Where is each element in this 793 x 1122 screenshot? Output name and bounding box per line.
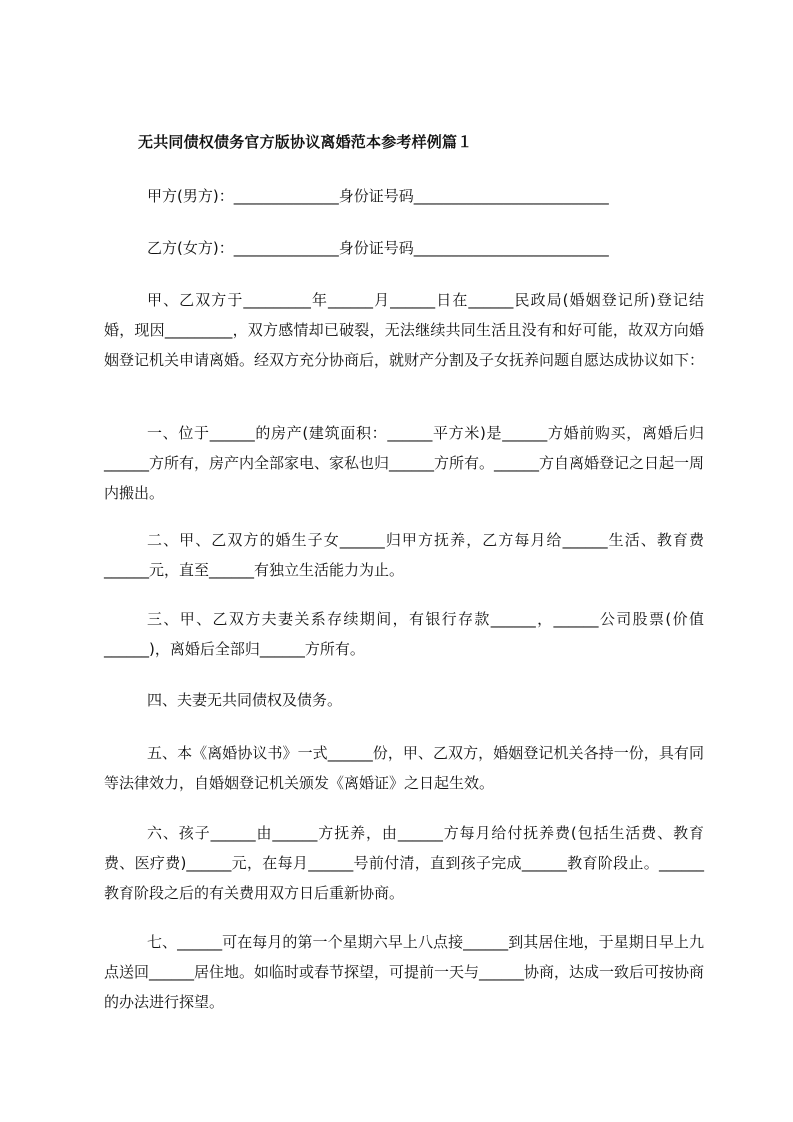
clause-3-paragraph	[104, 604, 704, 664]
clause-4-paragraph	[104, 685, 704, 715]
clause-7-text: 七、______可在每月的第一个星期六早上八点接______到其居住地，于星期日早上九点送回______居住地。如临时或春节探望，可提前一天与______协商，达成一致后可按协商的办法进行探望。	[104, 933, 705, 1011]
clause-4-text: 四、夫妻无共同债权及债务。	[147, 691, 343, 709]
clause-6-text: 六、孩子______由______方抚养，由______方每月给付抚养费(包括生活费、教育费、医疗费)______元，在每月______号前付清，直到孩子完成______教育阶段止。______教育阶段之后的有关费用双方日后重新协商。	[104, 824, 704, 902]
intro-text: 甲、乙双方于_________年______月______日在______民政局(婚姻登记所)登记结婚，现因_________，双方感情却已破裂，无法继续共同生活且没有和好可能，故双方向婚姻登记机关申请离婚。经双方充分协商后，就财产分割及子女抚养问题自愿达成协议如下：	[104, 291, 705, 369]
clause-5-paragraph	[104, 738, 704, 798]
document-title: 无共同债权债务官方版协议离婚范本参考样例篇１	[138, 133, 473, 151]
clause-1-text: 一、位于______的房产(建筑面积：______平方米)是______方婚前购买，离婚后归______方所有，房产内全部家电、家私也归______方所有。______方自离婚登记之日起一周内搬出。	[104, 424, 705, 502]
clause-6-paragraph	[104, 818, 704, 908]
clause-5-text: 五、本《离婚协议书》一式______份，甲、乙双方，婚姻登记机关各持一份，具有同等法律效力，自婚姻登记机关颁发《离婚证》之日起生效。	[104, 744, 704, 792]
clause-2-text: 二、甲、乙双方的婚生子女______归甲方抚养，乙方每月给______生活、教育费______元，直至______有独立生活能力为止。	[104, 531, 704, 579]
party-a-line: 甲方(男方)：______________身份证号码__________________________	[147, 187, 609, 205]
clause-1-paragraph	[104, 418, 704, 508]
clause-3-text: 三、甲、乙双方夫妻关系存续期间，有银行存款______，______公司股票(价值______)，离婚后全部归______方所有。	[104, 610, 704, 658]
clause-7-paragraph	[104, 927, 704, 1017]
party-b-line: 乙方(女方)：______________身份证号码__________________________	[147, 239, 609, 257]
clause-2-paragraph	[104, 525, 704, 585]
intro-paragraph	[104, 285, 704, 375]
